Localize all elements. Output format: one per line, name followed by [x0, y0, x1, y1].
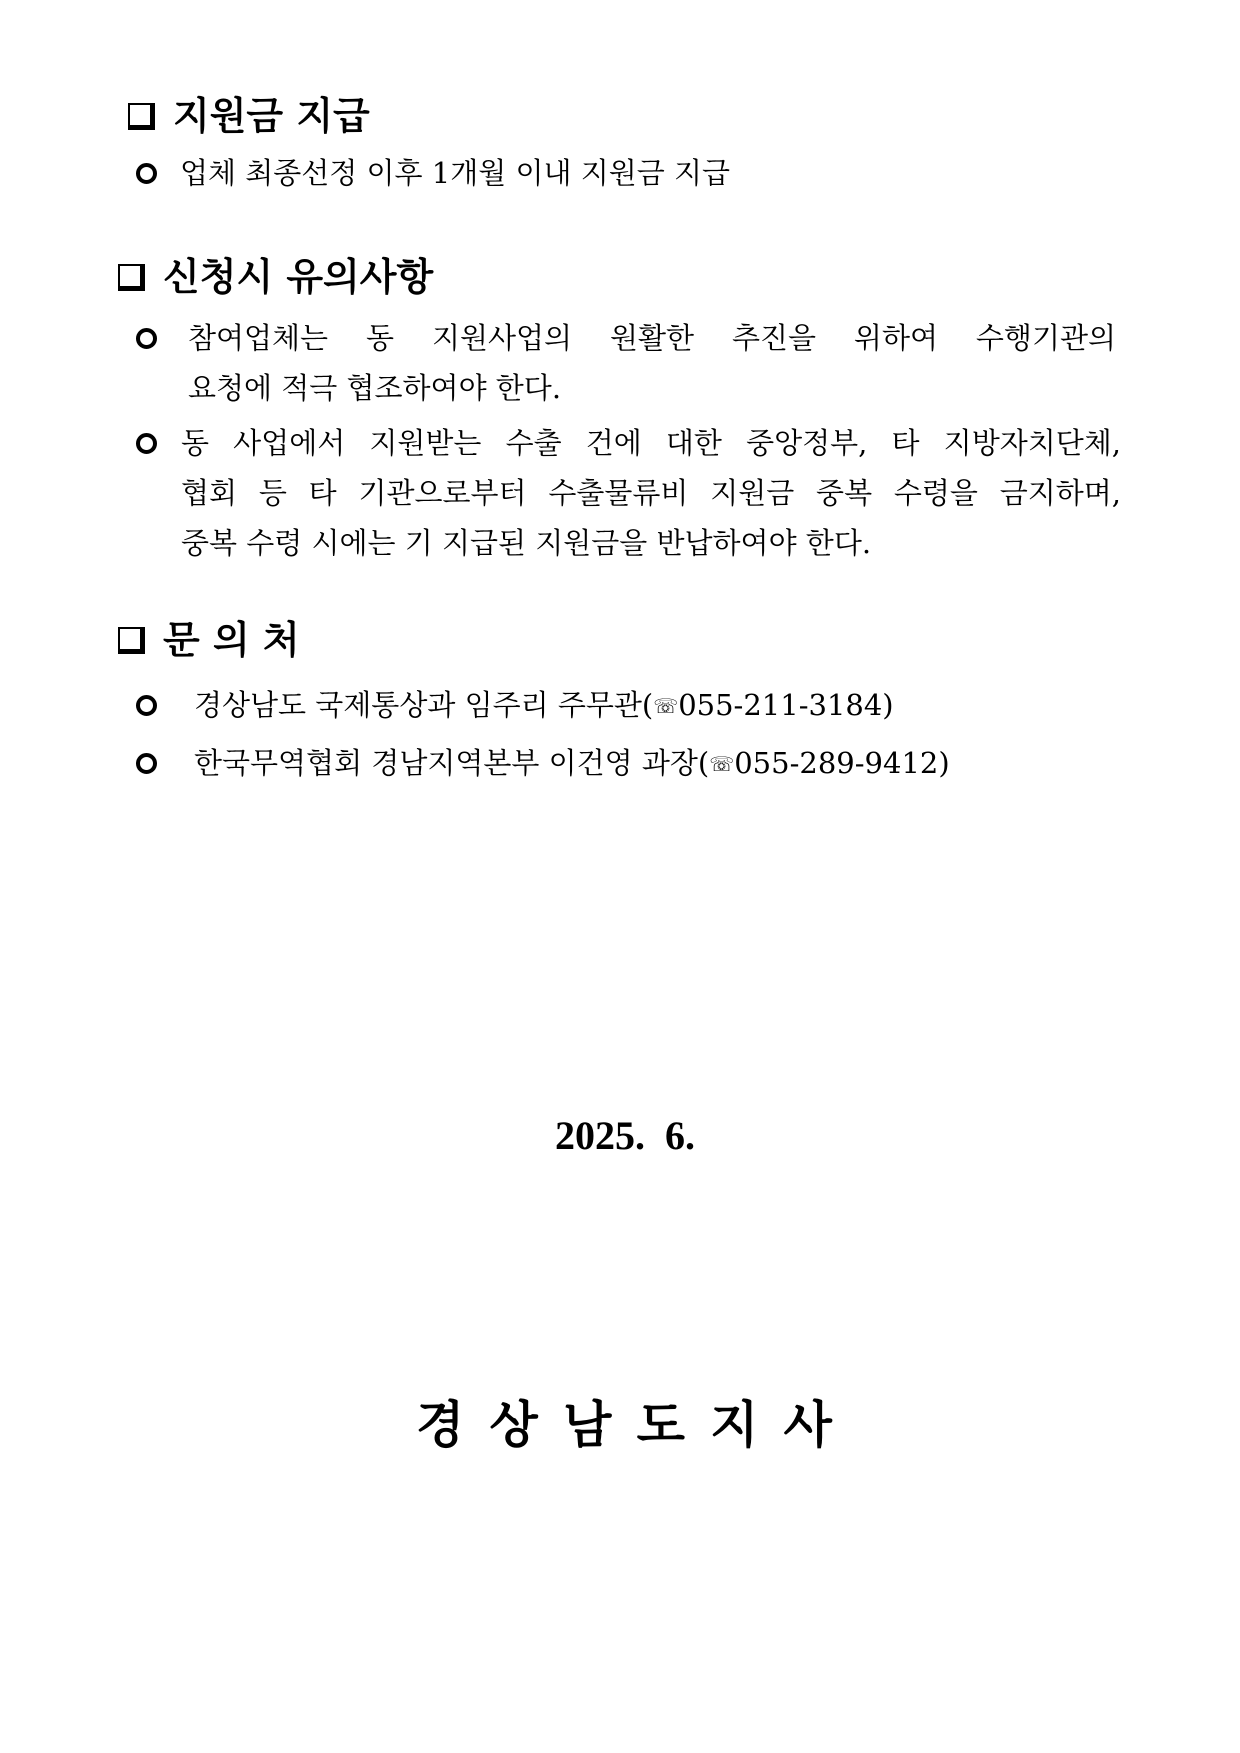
contact-name: 한국무역협회 경남지역본부 이건영 과장( — [194, 746, 710, 780]
square-bullet-icon — [128, 103, 155, 130]
signature-char: 남 — [563, 1395, 612, 1454]
section-heading-grant-payment — [128, 94, 370, 138]
circle-bullet-icon — [136, 695, 157, 716]
circle-bullet-icon — [136, 163, 157, 184]
signature-char: 사 — [783, 1395, 832, 1454]
document-date: 2025. 6. — [555, 1113, 695, 1158]
list-item — [136, 148, 896, 198]
list-item-text: 업체 최종선정 이후 1개월 이내 지원금 지급 — [180, 156, 730, 190]
list-item-text: 참여업체는 동 지원사업의 원활한 추진을 위하여 수행기관의 — [188, 321, 1116, 355]
list-item-text: 협회 등 타 기관으로부터 수출물류비 지원금 중복 수령을 금지하며, — [181, 476, 1121, 510]
contact-phone: 055-289-9412) — [734, 746, 950, 780]
contact-item — [136, 738, 1036, 788]
signature-char: 도 — [636, 1395, 685, 1454]
phone-icon: ☏ — [709, 752, 735, 776]
signature-char: 지 — [710, 1395, 759, 1454]
list-item-text: 중복 수령 시에는 기 지급된 지원금을 반납하여야 한다. — [181, 526, 872, 560]
signature-char: 경 — [416, 1395, 465, 1454]
signature-char: 상 — [489, 1395, 538, 1454]
list-item-text: 요청에 적극 협조하여야 한다. — [188, 371, 562, 405]
contact-item — [136, 680, 1036, 730]
list-item — [136, 313, 1116, 413]
square-bullet-icon — [118, 264, 145, 291]
signature-governor — [416, 1395, 832, 1454]
section-heading-text: 지원금 지급 — [173, 94, 370, 138]
circle-bullet-icon — [136, 753, 157, 774]
square-bullet-icon — [118, 627, 145, 654]
circle-bullet-icon — [136, 433, 157, 454]
circle-bullet-icon — [136, 328, 157, 349]
list-item — [136, 418, 1121, 568]
section-heading-text: 문 의 처 — [163, 618, 300, 662]
phone-icon: ☏ — [653, 694, 679, 718]
section-heading-text: 신청시 유의사항 — [163, 255, 434, 299]
contact-phone: 055-211-3184) — [678, 688, 894, 722]
section-heading-contact — [118, 618, 300, 662]
list-item-text: 동 사업에서 지원받는 수출 건에 대한 중앙정부, 타 지방자치단체, — [181, 426, 1121, 460]
contact-name: 경상남도 국제통상과 임주리 주무관( — [194, 688, 654, 722]
section-heading-application-notes — [118, 255, 434, 299]
